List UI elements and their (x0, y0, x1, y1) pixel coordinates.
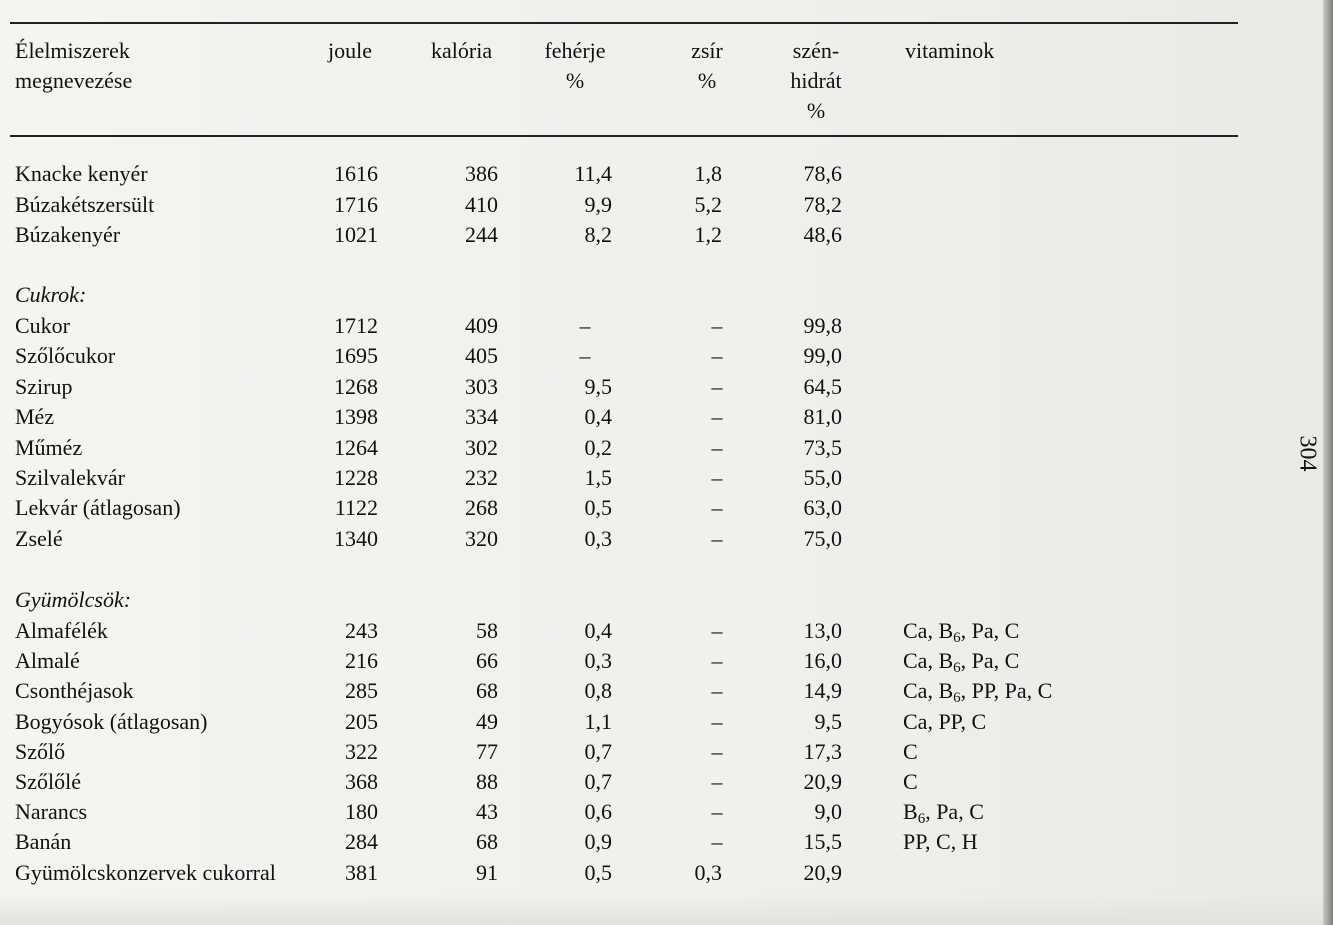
zsir-value: – (711, 404, 723, 430)
kaloria-value: 88 (476, 769, 498, 794)
szenhidrat-value: 73,5 (803, 434, 842, 460)
vitaminok-subscript: 6 (953, 660, 961, 677)
zsir-value: – (711, 799, 723, 825)
vitaminok-part-a: Ca, B (903, 618, 954, 643)
section-gyumolcsok-label: Gyümölcsök: (15, 587, 132, 612)
feherje-value: 0,3 (584, 648, 612, 674)
zsir-value: – (711, 313, 723, 338)
joule-value: 1716 (334, 191, 378, 217)
food-name: Szirup (15, 373, 73, 399)
joule-value: 284 (345, 829, 378, 855)
food-name: Bogyósok (átlagosan) (15, 708, 208, 734)
feherje-value: 1,1 (584, 708, 612, 734)
szenhidrat-value: 78,6 (803, 161, 842, 186)
food-name: Szilvalekvár (15, 465, 125, 490)
zsir-value: – (711, 738, 723, 764)
food-name: Méz (15, 404, 55, 430)
zsir-value: 1,2 (694, 222, 722, 247)
joule-value: 1616 (334, 161, 378, 186)
feherje-value: 9,5 (584, 373, 612, 399)
vitaminok-part-a: B (903, 799, 918, 825)
szenhidrat-value: 17,3 (803, 738, 842, 764)
header-name-line1: Élelmiszerek (15, 38, 130, 63)
feherje-value: 0,6 (584, 799, 612, 825)
kaloria-value: 68 (476, 678, 498, 704)
vitaminok-subscript: 6 (917, 811, 926, 828)
vitaminok-part-b: , Pa, C (960, 648, 1020, 674)
header-zsir-line2: % (697, 68, 717, 93)
page-number: 304 (1294, 435, 1321, 472)
feherje-value: – (579, 343, 591, 369)
food-name: Knacke kenyér (15, 161, 148, 186)
kaloria-value: 334 (465, 404, 498, 430)
food-name: Szőlőlé (15, 769, 81, 794)
kaloria-value: 302 (465, 434, 498, 460)
header-kaloria: kalória (431, 38, 493, 63)
zsir-value: – (711, 769, 723, 794)
section-cukrok-label: Cukrok: (15, 282, 87, 307)
zsir-value: 1,8 (694, 161, 722, 186)
food-name: Szőlőcukor (15, 343, 116, 369)
zsir-value: – (711, 525, 723, 551)
vitaminok-part-a: Ca, PP, C (903, 708, 987, 734)
header-feherje-line1: fehérje (544, 38, 606, 63)
kaloria-value: 410 (465, 191, 498, 217)
feherje-value: 8,2 (584, 222, 612, 247)
szenhidrat-value: 64,5 (803, 373, 842, 399)
vitaminok-part-a: C (903, 738, 918, 764)
joule-value: 368 (345, 769, 378, 794)
vitaminok-value (903, 827, 978, 857)
feherje-value: 0,4 (584, 618, 612, 643)
vitaminok-value (903, 737, 918, 767)
feherje-value: – (579, 313, 591, 338)
joule-value: 216 (345, 648, 378, 674)
header-szenhidrat (775, 36, 857, 126)
header-zsir (672, 36, 742, 96)
feherje-value: 0,9 (584, 829, 612, 855)
kaloria-value: 303 (465, 373, 498, 399)
food-name: Gyümölcskonzervek cukorral (15, 859, 276, 885)
zsir-value: 0,3 (694, 859, 722, 885)
szenhidrat-value: 14,9 (803, 678, 842, 704)
vitaminok-value (903, 767, 918, 797)
feherje-value: 0,7 (584, 769, 612, 794)
header-szen-line2: hidrát (790, 68, 842, 93)
szenhidrat-value: 13,0 (803, 618, 842, 643)
feherje-value: 11,4 (574, 161, 612, 186)
szenhidrat-value: 75,0 (803, 525, 842, 551)
kaloria-value: 244 (465, 222, 498, 247)
vitaminok-value (903, 707, 986, 737)
kaloria-value: 77 (476, 738, 498, 764)
kaloria-value: 43 (476, 799, 498, 825)
joule-value: 1122 (334, 495, 378, 521)
joule-value: 180 (345, 799, 378, 825)
zsir-value: – (711, 465, 723, 490)
feherje-value: 0,2 (584, 434, 612, 460)
header-szen-line1: szén- (792, 38, 840, 63)
joule-value: 1228 (334, 465, 378, 490)
joule-value: 285 (345, 678, 378, 704)
page-bottom-shade (0, 895, 1333, 925)
header-zsir-line1: zsír (691, 38, 723, 63)
vitaminok-part-b: , Pa, C (925, 799, 984, 825)
szenhidrat-value: 55,0 (803, 465, 842, 490)
szenhidrat-value: 99,8 (803, 313, 842, 338)
food-name: Műméz (15, 434, 83, 460)
food-name: Zselé (15, 525, 63, 551)
szenhidrat-value: 78,2 (803, 191, 842, 217)
header-szen-line3: % (806, 98, 826, 123)
vitaminok-subscript: 6 (953, 630, 961, 646)
joule-value: 1264 (334, 434, 378, 460)
feherje-value: 0,3 (584, 525, 612, 551)
joule-value: 1398 (334, 404, 378, 430)
food-name: Búzakétszersült (15, 191, 155, 217)
zsir-value: – (711, 618, 723, 643)
feherje-value: 0,5 (584, 495, 612, 521)
joule-value: 1695 (334, 343, 378, 369)
zsir-value: – (711, 373, 723, 399)
kaloria-value: 232 (465, 465, 498, 490)
joule-value: 1021 (334, 222, 378, 247)
header-feherje-line2: % (565, 68, 585, 93)
joule-value: 1268 (334, 373, 378, 399)
szenhidrat-value: 20,9 (803, 859, 842, 885)
vitaminok-part-a: PP, C, H (903, 829, 978, 855)
header-joule: joule (328, 38, 372, 63)
page-edge (1323, 0, 1333, 925)
food-name: Szőlő (15, 738, 66, 764)
header-name (15, 36, 132, 96)
zsir-value: – (711, 708, 723, 734)
vitaminok-part-a: Ca, B (903, 648, 954, 674)
food-name: Almalé (15, 648, 80, 674)
kaloria-value: 66 (476, 648, 498, 674)
zsir-value: – (711, 343, 723, 369)
feherje-value: 0,8 (584, 678, 612, 704)
joule-value: 1340 (334, 525, 378, 551)
feherje-value: 0,7 (584, 738, 612, 764)
zsir-value: – (711, 434, 723, 460)
food-name: Búzakenyér (15, 222, 121, 247)
food-name: Narancs (15, 799, 88, 825)
zsir-value: 5,2 (694, 191, 722, 217)
feherje-value: 9,9 (584, 191, 612, 217)
header-feherje (535, 36, 615, 96)
food-name: Cukor (15, 313, 70, 338)
kaloria-value: 91 (476, 859, 498, 885)
szenhidrat-value: 16,0 (803, 648, 842, 674)
vitaminok-part-a: C (903, 769, 918, 794)
szenhidrat-value: 20,9 (803, 769, 842, 794)
header-vitaminok: vitaminok (905, 38, 995, 63)
feherje-value: 1,5 (584, 465, 612, 490)
szenhidrat-value: 9,5 (814, 708, 842, 734)
joule-value: 1712 (334, 313, 378, 338)
szenhidrat-value: 81,0 (803, 404, 842, 430)
zsir-value: – (711, 495, 723, 521)
kaloria-value: 405 (465, 343, 498, 369)
food-name: Csonthéjasok (15, 678, 134, 704)
feherje-value: 0,4 (584, 404, 612, 430)
joule-value: 205 (345, 708, 378, 734)
szenhidrat-value: 9,0 (814, 799, 842, 825)
vitaminok-subscript: 6 (953, 690, 961, 707)
kaloria-value: 386 (465, 161, 498, 186)
food-name: Almafélék (15, 618, 108, 643)
kaloria-value: 49 (476, 708, 498, 734)
food-name: Lekvár (átlagosan) (15, 495, 181, 521)
kaloria-value: 68 (476, 829, 498, 855)
kaloria-value: 409 (465, 313, 498, 338)
szenhidrat-value: 48,6 (803, 222, 842, 247)
szenhidrat-value: 15,5 (803, 829, 842, 855)
feherje-value: 0,5 (584, 859, 612, 885)
vitaminok-part-b: , Pa, C (960, 618, 1020, 643)
kaloria-value: 320 (465, 525, 498, 551)
zsir-value: – (711, 648, 723, 674)
szenhidrat-value: 63,0 (803, 495, 842, 521)
kaloria-value: 268 (465, 495, 498, 521)
header-name-line2: megnevezése (15, 68, 133, 93)
joule-value: 243 (345, 618, 378, 643)
vitaminok-part-b: , PP, Pa, C (960, 678, 1053, 704)
zsir-value: – (711, 829, 723, 855)
vitaminok-part-a: Ca, B (903, 678, 954, 704)
joule-value: 322 (345, 738, 378, 764)
table-header-rule (10, 135, 1238, 137)
table-top-rule (10, 22, 1238, 24)
szenhidrat-value: 99,0 (803, 343, 842, 369)
kaloria-value: 58 (476, 618, 498, 643)
joule-value: 381 (345, 859, 378, 885)
zsir-value: – (711, 678, 723, 704)
food-name: Banán (15, 829, 72, 855)
